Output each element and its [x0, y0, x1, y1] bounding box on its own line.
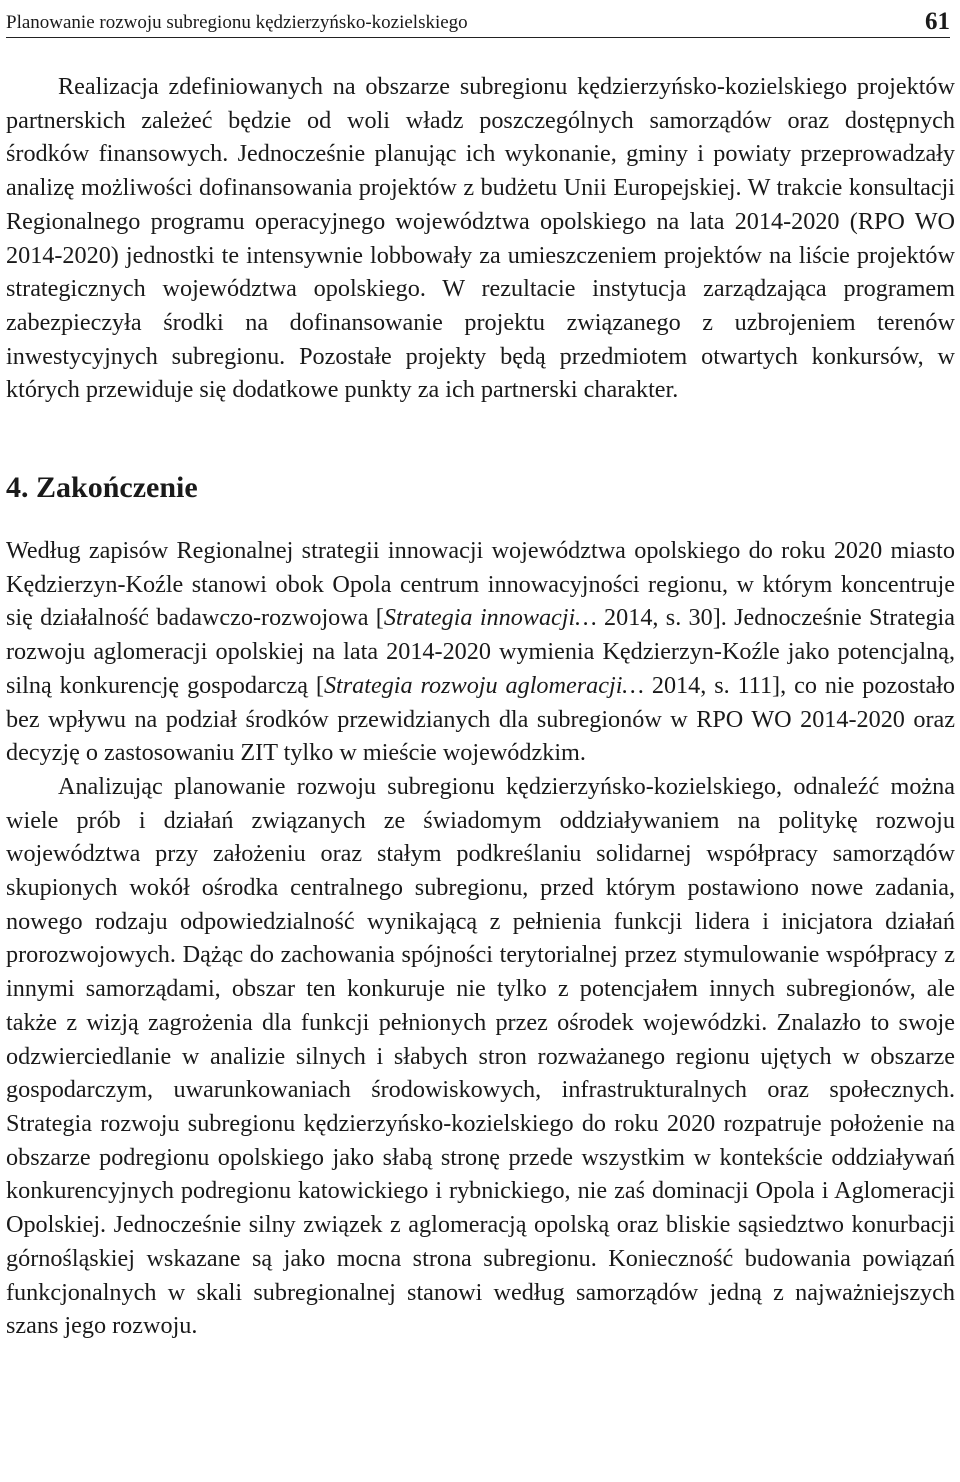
paragraph-innovation-strategy: [6, 534, 955, 770]
paragraph-subregion-analysis: Analizując planowanie rozwoju subregionu kędzierzyńsko-kozielskiego, odnaleźć można wiele prób i działań związanych ze świadomym oddziaływaniem na politykę rozwoju województwa przy założeniu oraz stałym podkreślaniu solidarnej współpracy samorządów skupionych wokół ośrodka centralnego subregionu, przed którym postawiono nowe zadania, nowego rodzaju odpowiedzialność wynikającą z pełnienia funkcji lidera i inicjatora działań prorozwojowych. Dążąc do zachowania spójności terytorialnej przez stymulowanie współpracy z innymi samorządami, obszar ten konkuruje nie tylko z potencjałem innych subregionów, ale także z wizją zagrożenia dla funkcji pełnionych przez ośrodek wojewódzki. Znalazło to swoje odzwierciedlanie w analizie silnych i słabych stron rozważanego regionu ujętych w obszarze gospodarczym, uwarunkowaniach środowiskowych, infrastrukturalnych oraz społecznych. Strategia rozwoju subregionu kędzierzyńsko-kozielskiego do roku 2020 rozpatruje położenie na obszarze podregionu opolskiego jako słabą stronę przede wszystkim w kontekście oddziaływań konkurencyjnych podregionu katowickiego i rybnickiego, nie zaś dominacji Opola i Aglomeracji Opolskiej. Jednocześnie silny związek z aglomeracją opolską oraz bliskie sąsiedztwo konurbacji górnośląskiej wskazane są jako mocna strona subregionu. Konieczność budowania powiązań funkcjonalnych w skali subregionalnej stanowi według samorządów jedną z najważniejszych szans jego rozwoju.: [6, 772, 955, 1340]
citation-title: Strategia innowacji…: [383, 604, 597, 632]
section-heading: 4. Zakończenie: [6, 471, 198, 505]
paragraph-text: 2014, s. 30]. Jednocześnie Strategia rozwoju aglomeracji opolskiej na lata 2014-2020 wymienia Kędzierzyn-Koźle jako potencjalną, silną konkurencję gospodarczą [: [6, 604, 955, 699]
running-title: Planowanie rozwoju subregionu kędzierzyńsko-kozielskiego: [6, 12, 468, 33]
running-header: [6, 4, 950, 38]
paragraph-projects-realization: Realizacja zdefiniowanych na obszarze subregionu kędzierzyńsko-kozielskiego projektów partnerskich zależeć będzie od woli władz poszczególnych samorządów oraz dostępnych środków finansowych. Jednocześnie planując ich wykonanie, gminy i powiaty przeprowadzały analizę możliwości dofinansowania projektów z budżetu Unii Europejskiej. W trakcie konsultacji Regionalnego programu operacyjnego województwa opolskiego na lata 2014-2020 (RPO WO 2014-2020) jednostki te intensywnie lobbowały za umieszczeniem projektów na liście projektów strategicznych województwa opolskiego. W rezultacie instytucja zarządzająca programem zabezpieczyła środki na dofinansowanie projektu związanego z uzbrojeniem terenów inwestycyjnych subregionu. Pozostałe projekty będą przedmiotem otwartych konkursów, w których przewiduje się dodatkowe punkty za ich partnerski charakter.: [6, 73, 955, 404]
paragraph-text: 2014, s. 111], co nie pozostało bez wpływu na podział środków przewidzianych dla subregionów w RPO WO 2014-2020 oraz decyzję o zastosowaniu ZIT tylko w mieście wojewódzkim.: [6, 671, 955, 767]
citation-title: Strategia rozwoju aglomeracji…: [323, 671, 644, 699]
paragraph-text: Według zapisów Regionalnej strategii innowacji województwa opolskiego do roku 2020 miasto Kędzierzyn-Koźle stanowi obok Opola centrum innowacyjności regionu, w którym koncentruje się działalność badawczo-rozwojowa [: [6, 537, 955, 632]
page-body: [6, 70, 955, 1343]
page-number: 61: [925, 8, 950, 35]
